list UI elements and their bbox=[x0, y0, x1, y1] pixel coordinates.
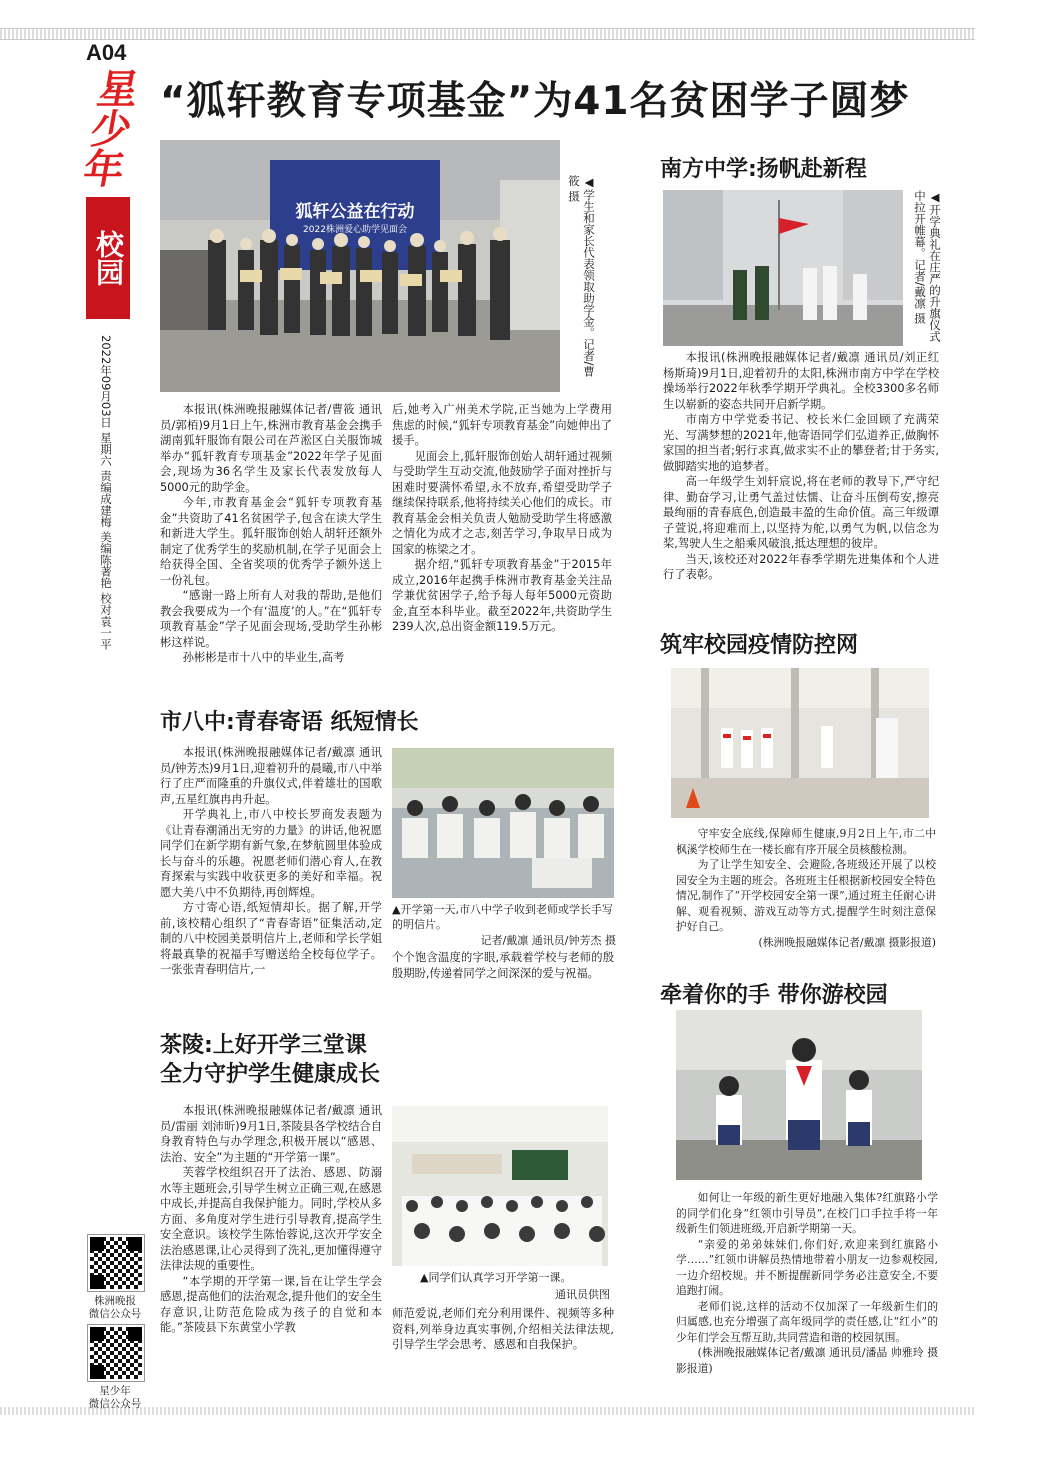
qianzhe-photo bbox=[676, 1010, 922, 1180]
paragraph: 后,她考入广州美术学院,正当她为上学费用焦虑的时候,“狐轩专项教育基金”向她伸出了援手。 bbox=[392, 403, 612, 447]
main-headline: “狐轩教育专项基金”为41名贫困学子圆梦 bbox=[160, 79, 910, 124]
paragraph: 本报讯(株洲晚报融媒体记者/戴凛 通讯员/钟芳杰)9月1日,迎着初升的晨曦,市八中举行了庄严而隆重的升旗仪式,伴着雄壮的国歌声,五星红旗冉冉升起。 bbox=[160, 746, 382, 806]
chaling-tail bbox=[392, 1306, 614, 1353]
qr-code-icon bbox=[88, 1325, 144, 1381]
paragraph: 今年,市教育基金会“狐轩专项教育基金”共资助了41名贫困学子,包含在读大学生和新进大学生。狐轩服饰创始人胡轩还额外制定了优秀学生的奖励机制,在学子见面会上给获得全国、全省奖项的优秀学子额外送上一份礼包。 bbox=[160, 496, 382, 587]
paragraph: “本学期的开学第一课,旨在让学生学会感恩,提高他们的法治观念,提升他们的安全生存意识,让防范危险成为孩子的自觉和本能。”茶陵县下东黄堂小学教 bbox=[160, 1274, 382, 1334]
qianzhe-title: 牵着你的手 带你游校园 bbox=[660, 983, 888, 1008]
chaling-photo-credit: 通讯员供图 bbox=[555, 1288, 610, 1301]
chaling-photo bbox=[392, 1106, 608, 1266]
yiqing-photo bbox=[671, 668, 929, 818]
chaling-photo-caption: ▲同学们认真学习开学第一课。 bbox=[420, 1271, 572, 1284]
main-photo-caption: ◀学生和家长代表领取助学金。记者/曹筱 摄 bbox=[567, 175, 596, 377]
credit: (株洲晚报融媒体记者/戴凛 通讯员/潘晶 帅雅玲 摄影报道) bbox=[676, 1346, 938, 1375]
paragraph: 本报讯(株洲晚报融媒体记者/戴凛 通讯员/刘正红 杨斯琦)9月1日,迎着初升的太阳,株洲市南方中学在学校操场举行2022年秋季学期开学典礼。全校3300多名师生以崭新的姿态共同开启新学期。 bbox=[663, 351, 939, 411]
section-label: 校园 bbox=[86, 197, 130, 319]
shibazhong-photo-credit: 记者/戴凛 通讯员/钟芳杰 摄 bbox=[480, 934, 616, 947]
yiqing-article bbox=[676, 826, 936, 950]
paragraph: 当天,该校还对2022年春季学期先进集体和个人进行了表彰。 bbox=[663, 552, 939, 581]
qr-label: 星少年 微信公众号 bbox=[88, 1385, 142, 1410]
paragraph: 市南方中学党委书记、校长米仁金回顾了充满荣光、写满梦想的2021年,他寄语同学们弘道养正,做胸怀家国的担当者;躬行求真,做求实不止的攀登者;甘于务实,做脚踏实地的追梦者。 bbox=[663, 413, 939, 473]
xingshaonian-logo: 星 少 年 bbox=[79, 66, 143, 193]
qr-block-xingshaonian bbox=[80, 1325, 150, 1411]
shibazhong-photo bbox=[392, 748, 614, 898]
yiqing-title: 筑牢校园疫情防控网 bbox=[660, 633, 859, 658]
shibazhong-article bbox=[160, 745, 382, 978]
main-article-col1 bbox=[160, 402, 382, 666]
paragraph: 师范爱说,老师们充分利用课件、视频等多种资料,列举身边真实事例,介绍相关法律法规,引导学生学会思考、感恩和自我保护。 bbox=[392, 1307, 614, 1351]
qr-block-zhuzhou bbox=[80, 1235, 150, 1321]
paragraph: 为了让学生知安全、会避险,各班级还开展了以校园安全为主题的班会。各班班主任根据新校园安全特色情况,制作了“开学校园安全第一课”,通过班主任耐心讲解、观看视频、游戏互动等方式,提醒学生时刻注意保护好自己。 bbox=[676, 858, 936, 933]
issue-meta: 2022年09月03日 星期六 责编成建梅 美编陈著艳 校对袁一平 bbox=[99, 335, 113, 650]
paragraph: 老师们说,这样的活动不仅加深了一年级新生们的归属感,也充分增强了高年级同学的责任感,让“红小”的少年们学会互帮互助,共同营造和谐的校园氛围。 bbox=[676, 1299, 938, 1344]
paragraph: “亲爱的弟弟妹妹们,你们好,欢迎来到红旗路小学……”红领巾讲解员热情地带着小朋友一边参观校园,一边介绍校规。并不断提醒新同学务必注意安全,不要追跑打闹。 bbox=[676, 1237, 938, 1297]
top-rule bbox=[0, 28, 975, 40]
paragraph: 本报讯(株洲晚报融媒体记者/戴凛 通讯员/雷丽 刘沛昕)9月1日,茶陵县各学校结合自身教育特色与办学理念,积极开展以“感恩、法治、安全”为主题的“开学第一课”。 bbox=[160, 1104, 382, 1164]
nanfang-photo bbox=[663, 190, 903, 346]
main-article-col2 bbox=[392, 402, 612, 635]
qianzhe-article bbox=[676, 1190, 938, 1376]
paragraph: 个个饱含温度的字眼,承载着学校与老师的殷殷期盼,传递着同学之间深深的爱与祝福。 bbox=[392, 951, 614, 980]
chaling-title-line2: 全力守护学生健康成长 bbox=[160, 1062, 381, 1087]
page-number: A04 bbox=[86, 40, 127, 65]
paragraph: 本报讯(株洲晚报融媒体记者/曹筱 通讯员/郭栢)9月1日上午,株洲市教育基金会携手湖南狐轩服饰有限公司在芦淞区白关服饰城举办“狐轩教育专项基金”2022年学子见面会,现场为36名学生及家长代表发放每人5000元的助学金。 bbox=[160, 403, 382, 494]
paragraph: 如何让一年级的新生更好地融入集体?红旗路小学的同学们化身“红领巾引导员”,在校门口手拉手将一年级新生们领进班级,开启新学期第一天。 bbox=[676, 1191, 938, 1235]
nanfang-article bbox=[663, 350, 939, 583]
banner-subtext: 2022株洲爱心助学见面会 bbox=[303, 225, 407, 235]
paragraph: 方寸寄心语,纸短情却长。据了解,开学前,该校精心组织了“青春寄语”征集活动,定制的八中校园美景明信片上,老师和学长学姐将最真挚的祝福手写赠送给全校每位学子。一张张青春明信片,一 bbox=[160, 901, 382, 976]
qr-code-icon bbox=[88, 1235, 144, 1291]
main-photo bbox=[160, 140, 560, 392]
paragraph: 高一年级学生刘轩宸说,将在老师的教导下,严守纪律、勤奋学习,让勇气盖过怯懦、让奋斗压倒苟安,擦亮最绚丽的青春底色,创造最丰盈的生命价值。高三年级谭子萱说,将迎难而上,以坚持为舵,以勇气为帆,以信念为桨,驾驶人生之船乘风破浪,抵达理想的彼岸。 bbox=[663, 475, 939, 550]
paragraph: 守牢安全底线,保障师生健康,9月2日上午,市二中枫溪学校师生在一楼长廊有序开展全员核酸检测。 bbox=[676, 827, 936, 856]
paragraph: 据介绍,“狐轩专项教育基金”于2015年成立,2016年起携手株洲市教育基金关注品学兼优贫困学子,给予每人每年5000元资助金,直至本科毕业。截至2022年,共资助学生239人次,总出资金额119.5万元。 bbox=[392, 558, 612, 633]
paragraph: 开学典礼上,市八中校长罗商发表题为《让青春潮涌出无穷的力量》的讲话,他祝愿同学们在新学期有新气象,在梦航圆里体验成长与奋斗的乐趣。祝愿老师们潜心育人,在教育探索与实践中收获更多的美好和幸福。祝愿大美八中不负期待,再创辉煌。 bbox=[160, 808, 382, 899]
chaling-article bbox=[160, 1103, 382, 1336]
nanfang-photo-caption: ◀开学典礼在庄严的升旗仪式中拉开帷幕。记者/戴凛 摄 bbox=[913, 190, 942, 342]
paragraph: 孙彬彬是市十八中的毕业生,高考 bbox=[182, 651, 345, 664]
credit: (株洲晚报融媒体记者/戴凛 摄影报道) bbox=[758, 935, 936, 949]
nanfang-title: 南方中学:扬帆赴新程 bbox=[660, 157, 867, 182]
shibazhong-photo-caption: ▲开学第一天,市八中学子收到老师或学长手写的明信片。 bbox=[392, 903, 613, 931]
chaling-title-line1: 茶陵:上好开学三堂课 bbox=[160, 1033, 367, 1058]
shibazhong-title: 市八中:青春寄语 纸短情长 bbox=[160, 710, 419, 735]
shibazhong-tail bbox=[392, 950, 614, 981]
banner-text: 狐轩公益在行动 bbox=[295, 202, 415, 222]
paragraph: “感谢一路上所有人对我的帮助,是他们教会我要成为一个有‘温度’的人。”在“狐轩专项教育基金”学子见面会现场,受助学生孙彬彬这样说。 bbox=[160, 589, 382, 649]
paragraph: 见面会上,狐轩服饰创始人胡轩通过视频与受助学生互动交流,他鼓励学子面对挫折与困难时要满怀希望,永不放弃,希望受助学子继续保持联系,他将持续关心他们的成长。市教育基金会相关负责人勉励受助学生将感激之情化为成才之志,刻苦学习,争取早日成为国家的栋梁之才。 bbox=[392, 449, 612, 556]
paragraph: 芙蓉学校组织召开了法治、感恩、防溺水等主题班会,引导学生树立正确三观,在感恩中成长,并提高自我保护能力。同时,学校从多方面、多角度对学生进行引导教育,提高学生安全意识。该校学生陈怡蓉说,这次开学安全法治感恩课,让心灵得到了洗礼,更加懂得遵守法律法规的重要性。 bbox=[160, 1166, 382, 1272]
qr-label: 株洲晚报 微信公众号 bbox=[88, 1295, 142, 1320]
